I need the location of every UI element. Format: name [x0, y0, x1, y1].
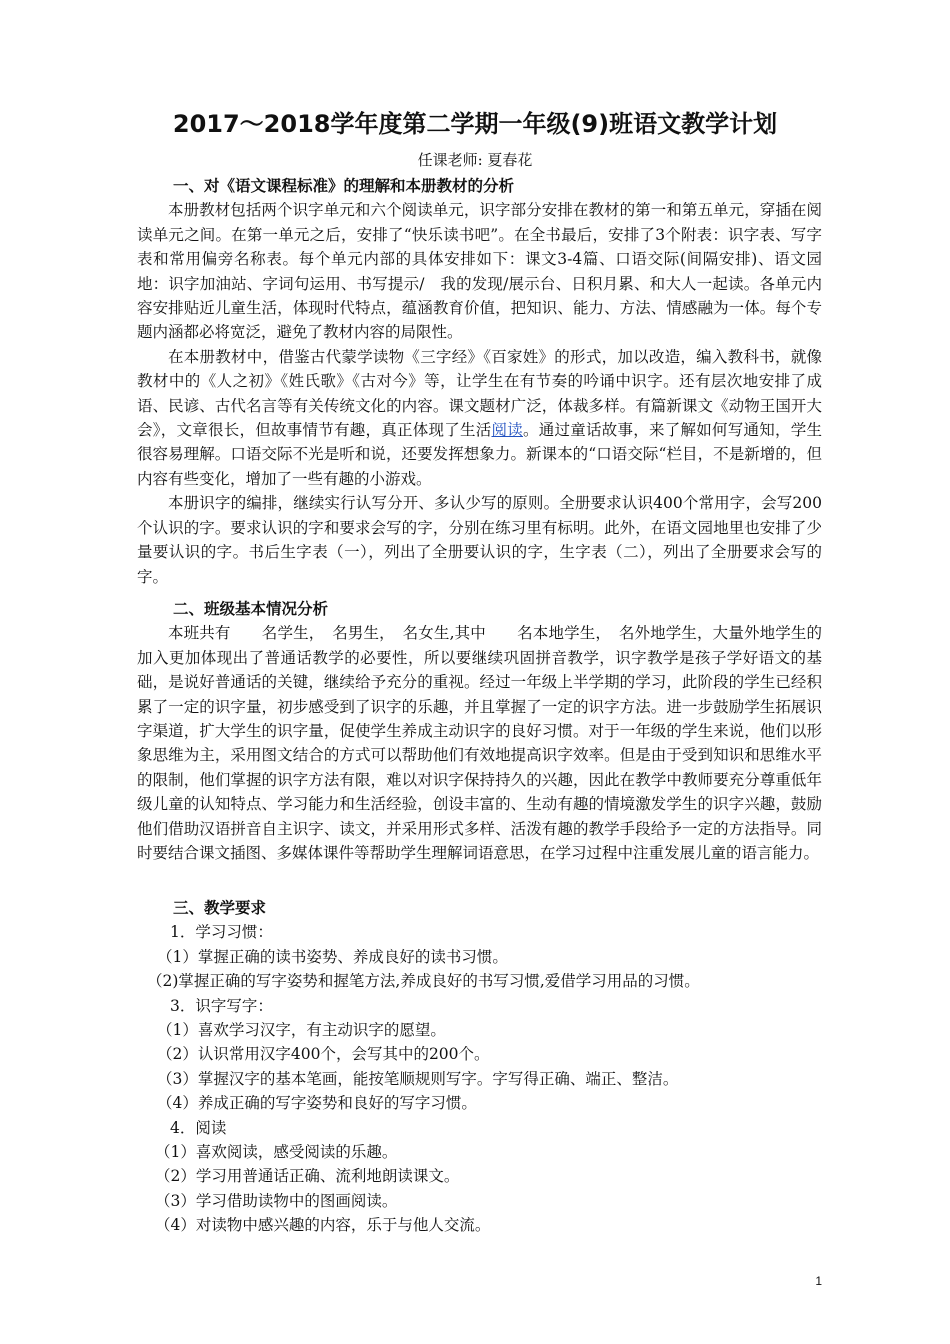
paragraph-2-text-a: 在本册教材中，借鉴古代蒙学读物《三字经》《百家姓》的形式，加以改造，编入教科书，就像教材中的《人之初》《姓氏歌》《古对今》等，让学生在有节奏的吟诵中识字。还有层次地安排了成语、民谚、古代名言等有关传统文化的内容。课文题材广泛，体裁多样。有篇新课文《动物王国开大会》，文章很长，但故事情节有趣，真正体现了生活	[137, 347, 822, 440]
requirement-line: （3）学习借助读物中的图画阅读。	[155, 1191, 398, 1210]
requirement-line: 4．阅读	[170, 1118, 227, 1137]
requirement-line: （4）养成正确的写字姿势和良好的写字习惯。	[157, 1094, 477, 1113]
paragraph-2-text-b: 。通过童话故事，来了解如何写通知，学生很容易理解。口语交际不光是听和说，还要发挥想象力。新课本的“口语交际“栏目，不是新增的，但内容有些变化，增加了一些有趣的小游戏。	[137, 421, 822, 488]
section-3	[137, 896, 822, 1238]
teacher-line: 任课老师: 夏春花	[417, 151, 533, 169]
section-2	[137, 597, 822, 865]
requirement-line: （1）喜欢阅读，感受阅读的乐趣。	[155, 1143, 398, 1162]
requirement-line: （2)掌握正确的写字姿势和握笔方法,养成良好的书写习惯,爱借学习用品的习惯。	[147, 972, 700, 991]
section-1	[137, 174, 822, 589]
section-1-heading: 一、对《语文课程标准》的理解和本册教材的分析	[173, 177, 515, 195]
section-3-heading: 三、教学要求	[173, 899, 267, 917]
requirement-line: （2）学习用普通话正确、流利地朗读课文。	[155, 1167, 460, 1186]
document-title: 2017～2018学年度第二学期一年级(9)班语文教学计划	[172, 110, 778, 138]
reading-link[interactable]: 阅读	[491, 421, 523, 440]
section-1-paragraph-2	[137, 345, 822, 491]
requirement-line: （1）喜欢学习汉字，有主动识字的愿望。	[157, 1021, 446, 1040]
page-number: 1	[815, 1274, 822, 1288]
requirement-line: （3）掌握汉字的基本笔画，能按笔顺规则写字。字写得正确、端正、整洁。	[157, 1069, 679, 1088]
section-1-paragraph-3: 本册识字的编排，继续实行认写分开、多认少写的原则。全册要求认识400个常用字，会写200个认识的字。要求认识的字和要求会写的字，分别在练习里有标明。此外，在语文园地里也安排了少量要认识的字。书后生字表（一），列出了全册要认识的字，生字表（二），列出了全册要求会写的字。	[137, 494, 822, 586]
requirement-line: （4）对读物中感兴趣的内容，乐于与他人交流。	[155, 1216, 491, 1235]
section-2-paragraph-1: 本班共有 名学生， 名男生， 名女生,其中 名本地学生， 名外地学生，大量外地学生的加入更加体现出了普通话教学的必要性，所以要继续巩固拼音教学，识字教学是孩子学好语文的基础，是说好普通话的关键，继续给予充分的重视。经过一年级上半学期的学习，此阶段的学生已经积累了一定的识字量，初步感受到了识字的乐趣，并且掌握了一定的识字方法。进一步鼓励学生拓展识字渠道，扩大学生的识字量，促使学生养成主动识字的良好习惯。对于一年级的学生来说，他们以形象思维为主，采用图文结合的方式可以帮助他们有效地提高识字效率。但是由于受到知识和思维水平的限制，他们掌握的识字方法有限，难以对识字保持持久的兴趣，因此在教学中教师要充分尊重低年级儿童的认知特点、学习能力和生活经验，创设丰富的、生动有趣的情境激发学生的识字兴趣，鼓励他们借助汉语拼音自主识字、读文，并采用形式多样、活泼有趣的教学手段给予一定的方法指导。同时要结合课文插图、多媒体课件等帮助学生理解词语意思，在学习过程中注重发展儿童的语言能力。	[137, 624, 822, 863]
requirements-list	[137, 920, 822, 1237]
requirement-line: （1）掌握正确的读书姿势、养成良好的读书习惯。	[157, 947, 508, 966]
requirement-line: 3．识字写字：	[170, 996, 273, 1015]
requirement-line: 1．学习习惯：	[170, 923, 273, 942]
section-2-heading: 二、班级基本情况分析	[173, 600, 329, 618]
requirement-line: （2）认识常用汉字400个，会写其中的200个。	[157, 1045, 490, 1064]
section-1-paragraph-1: 本册教材包括两个识字单元和六个阅读单元，识字部分安排在教材的第一和第五单元，穿插在阅读单元之间。在第一单元之后，安排了“快乐读书吧”。在全书最后，安排了3个附表：识字表、写字表和常用偏旁名称表。每个单元内部的具体安排如下：课文3-4篇、口语交际(间隔安排)、语文园地：识字加油站、字词句运用、书写提示/ 我的发现/展示台、日积月累、和大人一起读。各单元内容安排贴近儿童生活，体现时代特点，蕴涵教育价值，把知识、能力、方法、情感融为一体。每个专题内涵都必将宽泛，避免了教材内容的局限性。	[137, 201, 822, 342]
